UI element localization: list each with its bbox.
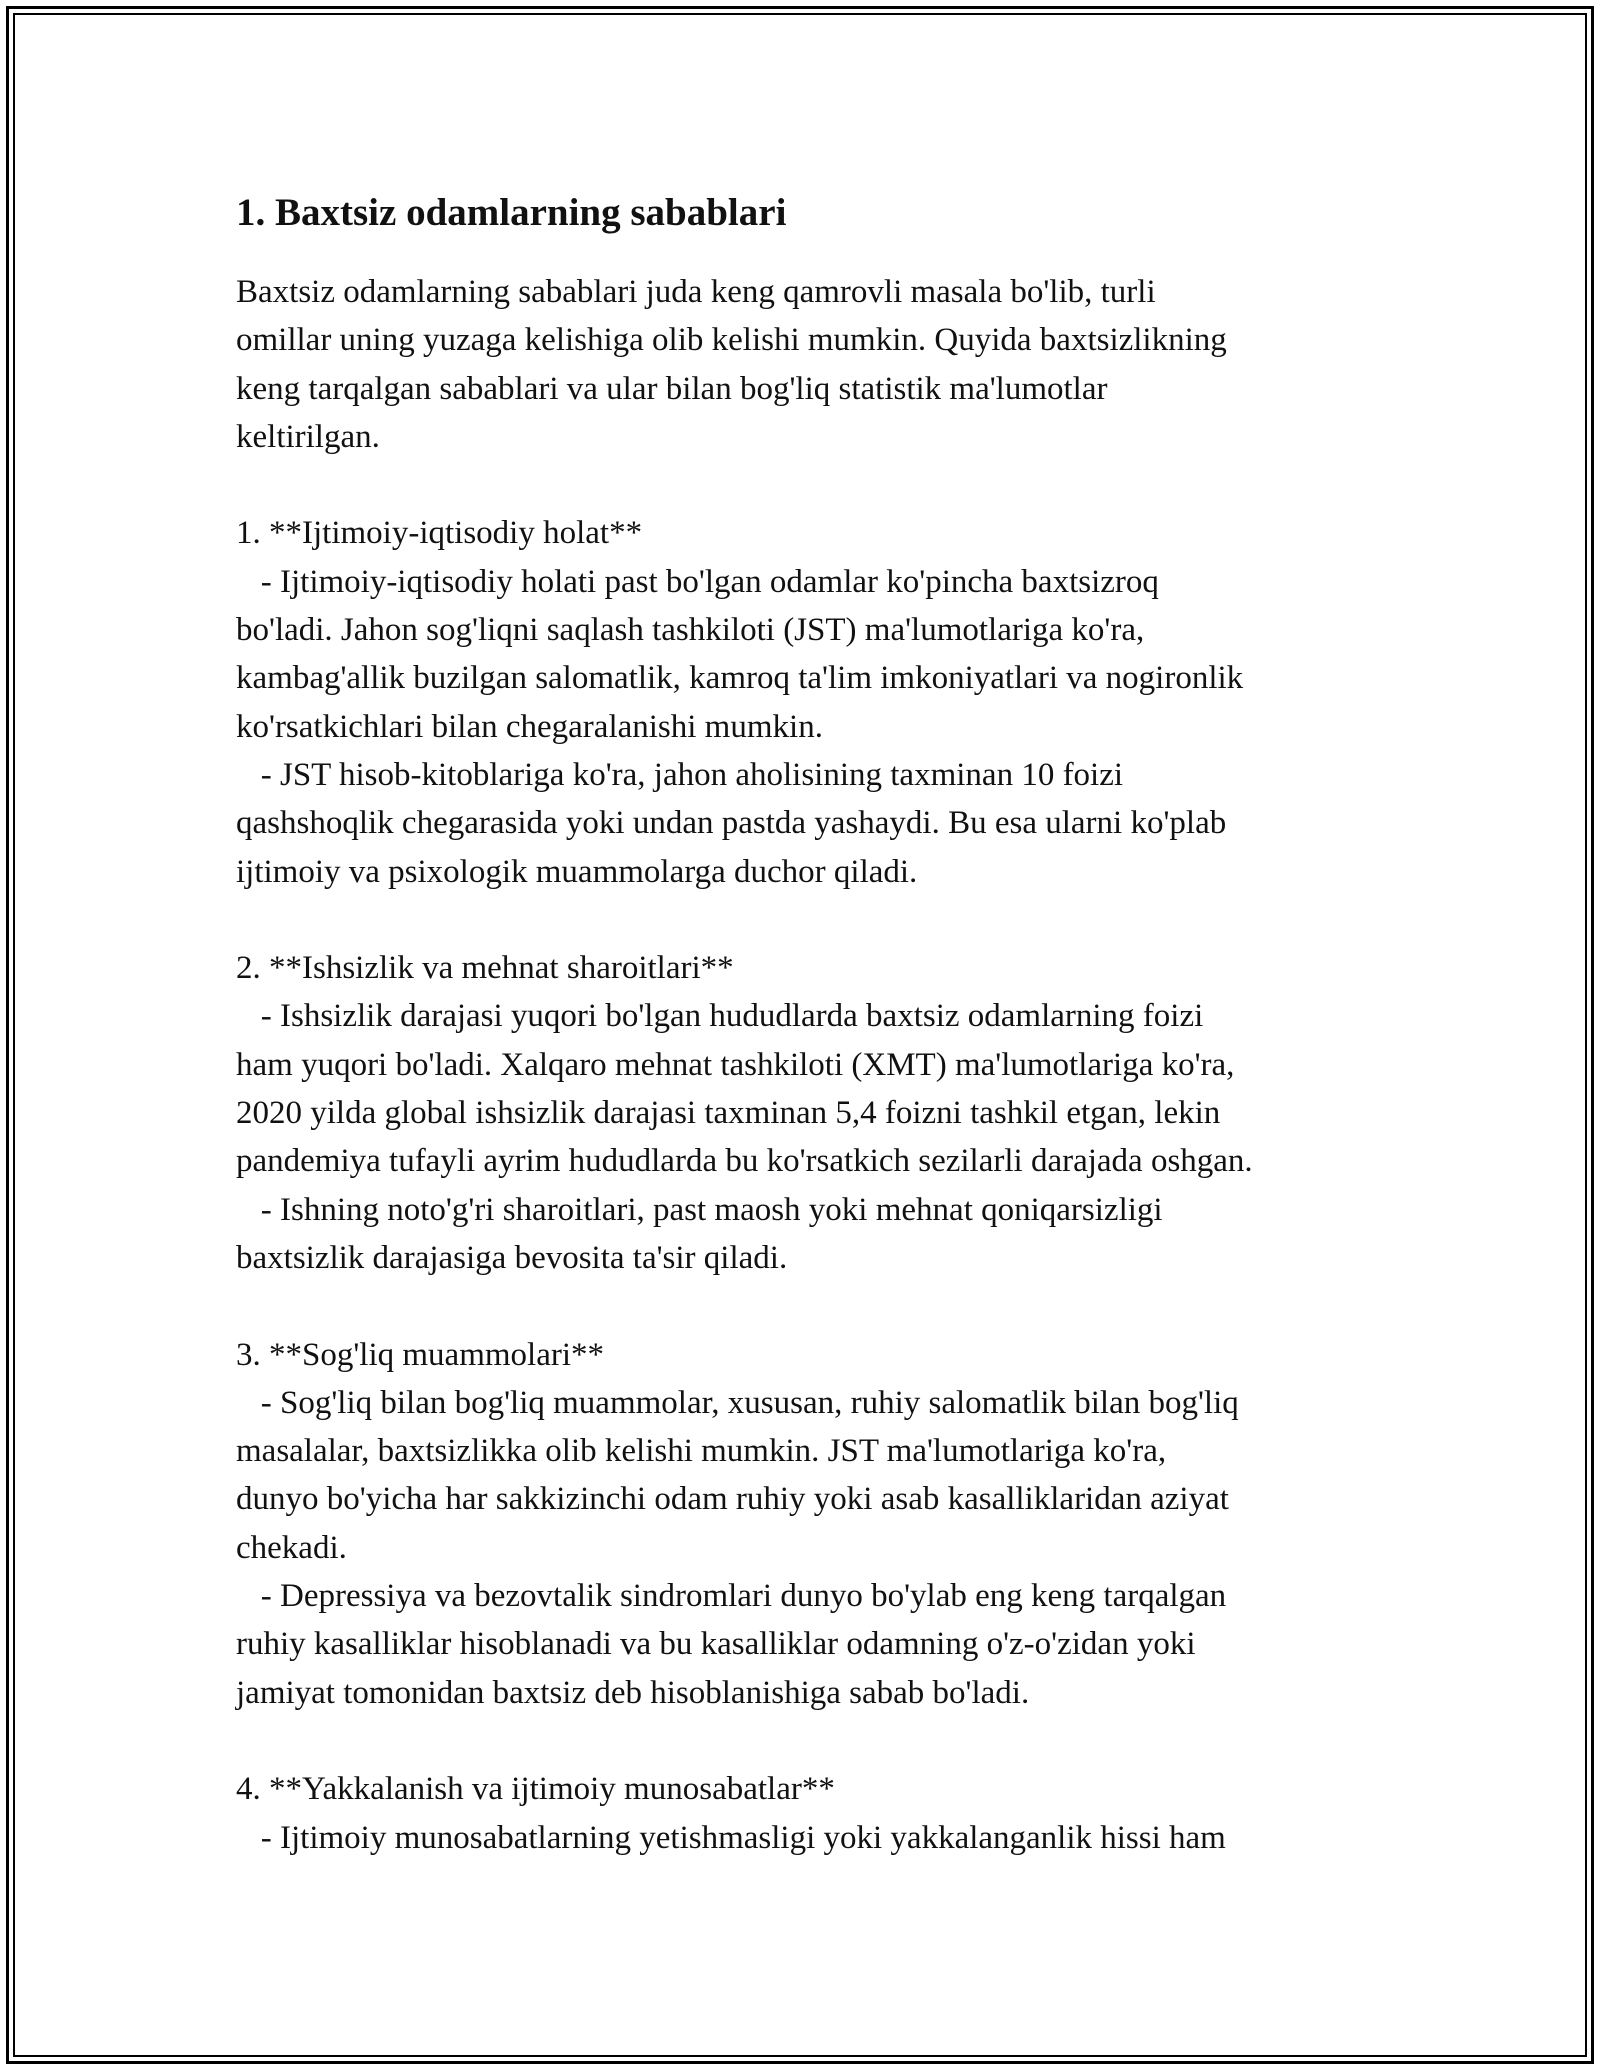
intro-line: keng tarqalgan sabablari va ular bilan bog'liq statistik ma'lumotlar <box>236 370 1108 407</box>
section-line: - JST hisob-kitoblariga ko'ra, jahon aholisining taxminan 10 foizi <box>236 756 1124 793</box>
document-heading: 1. Baxtsiz odamlarning sabablari <box>236 191 787 234</box>
section-2 <box>236 944 1386 1282</box>
section-line: bo'ladi. Jahon sog'liqni saqlash tashkiloti (JST) ma'lumotlariga ko'ra, <box>236 612 1145 649</box>
section-4 <box>236 1765 1386 1862</box>
section-line: dunyo bo'yicha har sakkizinchi odam ruhiy yoki asab kasalliklaridan aziyat <box>236 1481 1229 1518</box>
section-line: ko'rsatkichlari bilan chegaralanishi mumkin. <box>236 708 823 745</box>
section-line: qashshoqlik chegarasida yoki undan pastda yashaydi. Bu esa ularni ko'plab <box>236 805 1227 842</box>
section-line: ruhiy kasalliklar hisoblanadi va bu kasalliklar odamning o'z-o'zidan yoki <box>236 1626 1196 1663</box>
document-body <box>236 268 1386 1862</box>
section-line: - Ijtimoiy munosabatlarning yetishmasligi yoki yakkalanganlik hissi ham <box>236 1819 1226 1856</box>
intro-line: omillar uning yuzaga kelishiga olib kelishi mumkin. Quyida baxtsizlikning <box>236 322 1227 359</box>
section-title: 4. **Yakkalanish va ijtimoiy munosabatlar** <box>236 1771 835 1808</box>
section-line: - Depressiya va bezovtalik sindromlari dunyo bo'ylab eng keng tarqalgan <box>236 1578 1227 1615</box>
section-title: 3. **Sog'liq muammolari** <box>236 1336 605 1373</box>
blank-line <box>236 1717 1386 1765</box>
section-title: 1. **Ijtimoiy-iqtisodiy holat** <box>236 515 643 552</box>
section-title: 2. **Ishsizlik va mehnat sharoitlari** <box>236 950 734 987</box>
section-1 <box>236 509 1386 895</box>
section-line: baxtsizlik darajasiga bevosita ta'sir qiladi. <box>236 1239 788 1276</box>
blank-line <box>236 896 1386 944</box>
section-line: 2020 yilda global ishsizlik darajasi taxminan 5,4 foizni tashkil etgan, lekin <box>236 1095 1221 1132</box>
intro-line: Baxtsiz odamlarning sabablari juda keng qamrovli masala bo'lib, turli <box>236 274 1156 310</box>
section-line: ijtimoiy va psixologik muammolarga duchor qiladi. <box>236 853 918 890</box>
section-line: - Ijtimoiy-iqtisodiy holati past bo'lgan odamlar ko'pincha baxtsizroq <box>236 563 1159 600</box>
intro-paragraph <box>236 268 1386 461</box>
section-line: - Ishsizlik darajasi yuqori bo'lgan hududlarda baxtsiz odamlarning foizi <box>236 998 1204 1035</box>
section-line: jamiyat tomonidan baxtsiz deb hisoblanishiga sabab bo'ladi. <box>236 1674 1030 1711</box>
section-line: - Sog'liq bilan bog'liq muammolar, xususan, ruhiy salomatlik bilan bog'liq <box>236 1384 1239 1421</box>
section-line: masalalar, baxtsizlikka olib kelishi mumkin. JST ma'lumotlariga ko'ra, <box>236 1433 1167 1470</box>
intro-line: keltirilgan. <box>236 418 380 455</box>
section-3 <box>236 1331 1386 1717</box>
section-line: kambag'allik buzilgan salomatlik, kamroq ta'lim imkoniyatlari va nogironlik <box>236 660 1244 697</box>
section-line: chekadi. <box>236 1529 347 1566</box>
section-line: - Ishning noto'g'ri sharoitlari, past maosh yoki mehnat qoniqarsizligi <box>236 1191 1163 1228</box>
section-line: pandemiya tufayli ayrim hududlarda bu ko'rsatkich sezilarli darajada oshgan. <box>236 1143 1253 1180</box>
section-line: ham yuqori bo'ladi. Xalqaro mehnat tashkiloti (XMT) ma'lumotlariga ko'ra, <box>236 1046 1235 1083</box>
blank-line <box>236 1282 1386 1330</box>
blank-line <box>236 461 1386 509</box>
